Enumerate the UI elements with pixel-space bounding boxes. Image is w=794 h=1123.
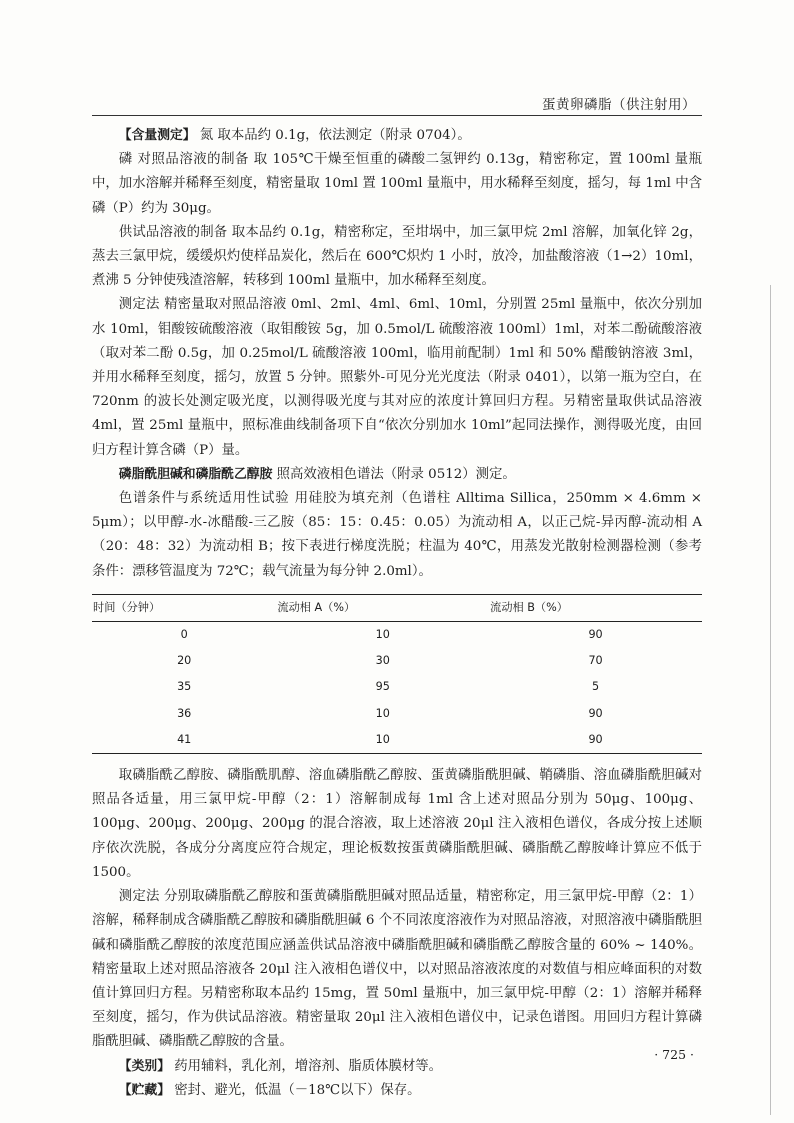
table-cell: 36 [177,706,192,720]
paragraph-text: 测定法 精密量取对照品溶液 0ml、2ml、4ml、6ml、10ml，分别置 25ml 量瓶中，依次分别加水 10ml，钼酸铵硫酸溶液（取钼酸铵 5g，加 0.5mol/L 硫酸溶液 100ml）1ml，对苯二酚硫酸溶液（取对苯二酚 0.5g，加 0.25mol/L 硫酸溶液 100ml，临用前配制）1ml 和 50% 醋酸钠溶液 3ml，并用水稀释至刻度，摇匀，放置 5 分钟。照紫外-可见分光光度法（附录 0401），以第一瓶为空白，在 720nm 的波长处测定吸光度，以测得吸光度与其对应的浓度计算回归方程。另精密量取供试品溶液 4ml，置 25ml 量瓶中，照标准曲线制备项下自“依次分别加水 10ml”起同法操作，测得吸光度，由回归方程计算含磷（P）量。 [92,297,702,458]
paragraph-text: 照高效液相色谱法（附录 0512）测定。 [272,466,516,482]
section-heading: 磷脂酰胆碱和磷脂酰乙醇胺 [118,466,273,482]
table-header-cell: 流动相 B（%） [489,594,702,621]
table-cell: 35 [177,680,192,694]
table-cell: 10 [375,628,390,642]
table-header-cell: 流动相 A（%） [276,594,489,621]
table-cell: 5 [592,680,600,694]
section-heading: 【贮藏】 [118,1082,170,1098]
table-row [92,701,702,727]
page-content [92,124,702,1103]
table-cell: 0 [180,628,188,642]
table-row [92,674,702,700]
body-text-top [92,124,702,584]
paragraph [92,1079,702,1103]
table-cell: 95 [375,680,390,694]
paragraph-text: 密封、避光，低温（－18℃以下）保存。 [169,1082,421,1098]
table-cell: 70 [588,654,603,668]
paragraph-text: 色谱条件与系统适用性试验 用硅胶为填充剂（色谱柱 Alltima Sillica，250mm × 4.6mm × 5μm）；以甲醇-水-冰醋酸-三乙胺（85：15：0.45：0.05）为流动相 A，以正己烷-异丙醇-流动相 A（20：48：32）为流动相 B；按下表进行梯度洗脱；柱温为 40℃，用蒸发光散射检测器检测（参考条件：漂移管温度为 72℃；载气流量为每分钟 2.0ml）。 [92,491,702,579]
paragraph [92,1055,702,1079]
gradient-table [92,594,702,754]
table-cell: 20 [177,654,192,668]
paragraph-text: 测定法 分别取磷脂酰乙醇胺和蛋黄磷脂酰胆碱对照品适量，精密称定，用三氯甲烷-甲醇（2：1）溶解，稀释制成含磷脂酰乙醇胺和磷脂酰胆碱 6 个不同浓度溶液作为对照品溶液，对照溶液中磷脂酰胆碱和磷脂酰乙醇胺的浓度范围应涵盖供试品溶液中磷脂酰胆碱和磷脂酰乙醇胺含量的 60% ~ 140%。精密量取上述对照品溶液各 20μl 注入液相色谱仪中，以对照品溶液浓度的对数值与相应峰面积的对数值计算回归方程。另精密称取本品约 15mg，置 50ml 量瓶中，加三氯甲烷-甲醇（2：1）溶解并稀释至刻度，摇匀，作为供试品溶液。精密量取 20μl 注入液相色谱仪中，记录色谱图。用回归方程计算磷脂酰胆碱、磷脂酰乙醇胺的含量。 [92,889,702,1050]
section-heading: 【含量测定】 [118,128,196,143]
paragraph [92,148,702,221]
paragraph-text: 药用辅料，乳化剂，增溶剂、脂质体膜材等。 [169,1058,443,1074]
table-cell: 90 [489,727,702,754]
paragraph-text: 供试品溶液的制备 取本品约 0.1g，精密称定，至坩埚中，加三氯甲烷 2ml 溶解，加氧化锌 2g，蒸去三氯甲烷，缓缓炽灼使样品炭化，然后在 600℃炽灼 1 小时，放冷，加盐酸溶液（1→2）10ml，煮沸 5 分钟使残渣溶解，转移到 100ml 量瓶中，加水稀释至刻度。 [92,224,702,289]
table-cell: 10 [276,727,489,754]
table-cell: 41 [92,727,276,754]
body-text-bottom [92,764,702,1103]
paragraph [92,487,702,584]
paragraph [92,463,702,487]
table-cell: 10 [375,706,390,720]
table-cell: 90 [588,628,603,642]
page-edge-line [770,285,771,1115]
paragraph [92,885,702,1054]
table-header-row [92,594,702,621]
table-row [92,648,702,674]
section-heading: 【类别】 [118,1058,170,1074]
paragraph [92,764,702,885]
paragraph-text: 磷 对照品溶液的制备 取 105℃干燥至恒重的磷酸二氢钾约 0.13g，精密称定，置 100ml 量瓶中，加水溶解并稀释至刻度，精密量取 10ml 置 100ml 量瓶中，用水稀释至刻度，摇匀，每 1ml 中含磷（P）约为 30μg。 [92,152,702,216]
paragraph [92,221,702,294]
running-header-title: 蛋黄卵磷脂（供注射用） [542,97,696,113]
header-rule [92,115,702,116]
paragraph-text: 取磷脂酰乙醇胺、磷脂酰肌醇、溶血磷脂酰乙醇胺、蛋黄磷脂酰胆碱、鞘磷脂、溶血磷脂酰胆碱对照品各适量，用三氯甲烷-甲醇（2：1）溶解制成每 1ml 含上述对照品分别为 50μg、100μg、100μg、200μg、200μg、200μg 的混合溶液，取上述溶液 20μl 注入液相色谱仪，各成分按上述顺序依次洗脱，各成分分离度应符合规定，理论板数按蛋黄磷脂酰胆碱、磷脂酰乙醇胺峰计算应不低于 1500。 [92,768,702,880]
paragraph-text: 氮 取本品约 0.1g，依法测定（附录 0704）。 [195,128,471,143]
table-cell: 90 [588,706,603,720]
table-row [92,622,702,649]
table-row [92,727,702,754]
table-header-cell: 时间（分钟） [92,594,276,621]
table-cell: 30 [375,654,390,668]
page-number: · 725 · [654,1047,694,1062]
paragraph [92,293,702,462]
paragraph [92,124,702,148]
